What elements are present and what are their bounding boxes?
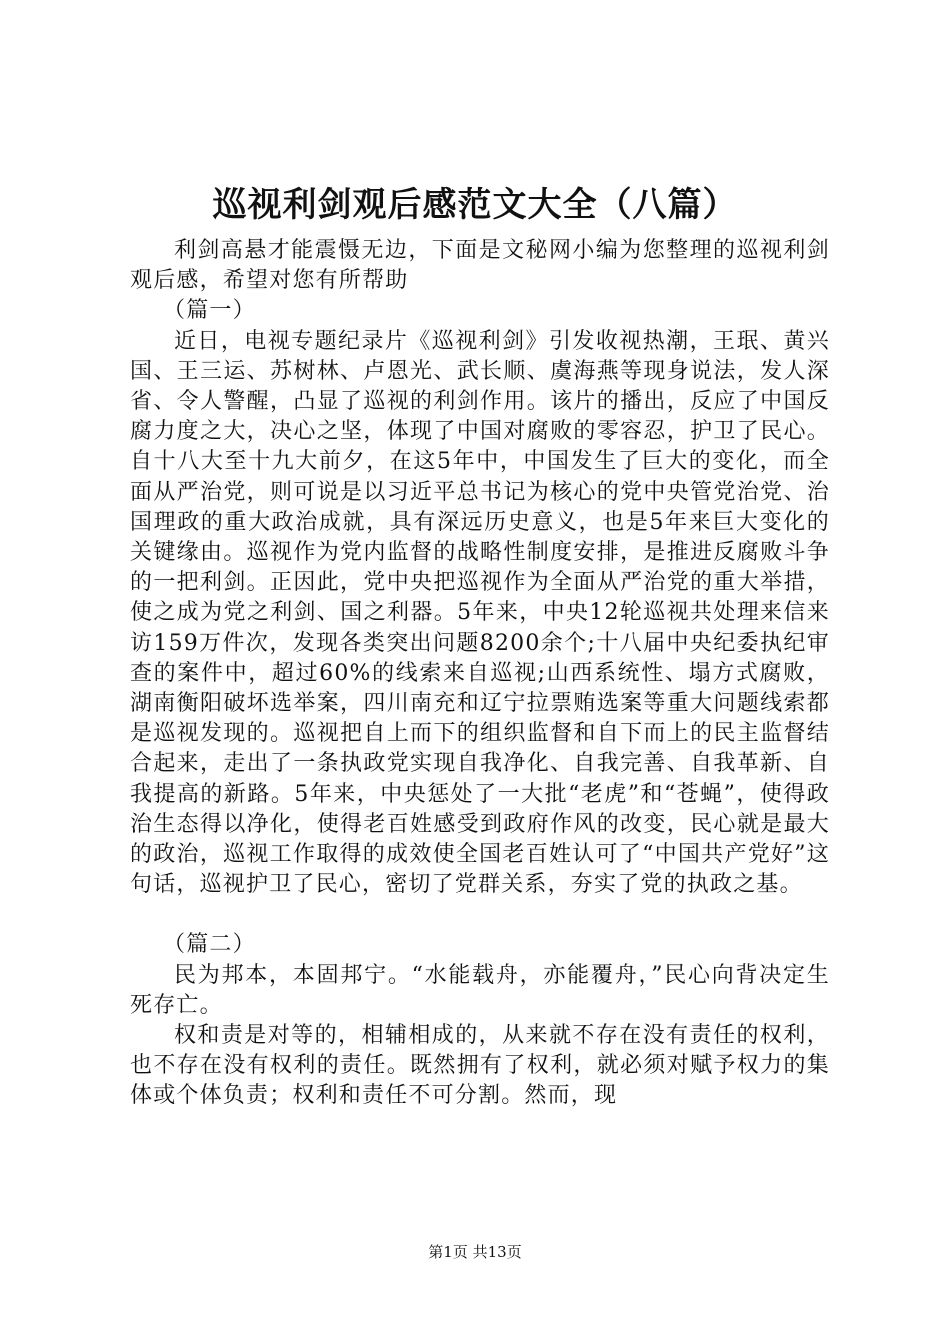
section-heading-1: （篇一）: [163, 298, 256, 324]
page-footer: 第1页 共13页: [428, 1243, 522, 1261]
section-1-paragraph-1: 近日，电视专题纪录片《巡视利剑》引发收视热潮，王珉、黄兴国、王三运、苏树林、卢恩光、武长顺、虞海燕等现身说法，发人深省、令人警醒，凸显了巡视的利剑作用。该片的播出，反应了中国反腐力度之大，决心之坚，体现了中国对腐败的零容忍，护卫了民心。自十八大至十九大前夕，在这5年中，中国发生了巨大的变化，而全面从严治党，则可说是以习近平总书记为核心的党中央管党治党、治国理政的重大政治成就，具有深远历史意义，也是5年来巨大变化的关键缘由。巡视作为党内监督的战略性制度安排，是推进反腐败斗争的一把利剑。正因此，党中央把巡视作为全面从严治党的重大举措，使之成为党之利剑、国之利器。5年来，中央12轮巡视共处理来信来访159万件次，发现各类突出问题8200余个;十八届中央纪委执纪审查的案件中，超过60%的线索来自巡视;山西系统性、塌方式腐败，湖南衡阳破坏选举案，四川南充和辽宁拉票贿选案等重大问题线索都是巡视发现的。巡视把自上而下的组织监督和自下而上的民主监督结合起来，走出了一条执政党实现自我净化、自我完善、自我革新、自我提高的新路。5年来，中央惩处了一大批“老虎”和“苍蝇”，使得政治生态得以净化，使得老百姓感受到政府作风的改变，民心就是最大的政治，巡视工作取得的成效使全国老百姓认可了“中国共产党好”这句话，巡视护卫了民心，密切了党群关系，夯实了党的执政之基。: [130, 328, 830, 898]
section-gap: [130, 900, 830, 930]
intro-paragraph: 利剑高悬才能震慑无边，下面是文秘网小编为您整理的巡视利剑观后感，希望对您有所帮助: [130, 238, 830, 294]
document-title: 巡视利剑观后感范文大全（八篇）: [212, 185, 738, 225]
section-2-paragraph-1: 民为邦本，本固邦宁。“水能载舟，亦能覆舟，”民心向背决定生死存亡。: [130, 962, 830, 1018]
section-2-paragraph-2: 权和责是对等的，相辅相成的，从来就不存在没有责任的权利，也不存在没有权利的责任。既然拥有了权利，就必须对赋予权力的集体或个体负责；权利和责任不可分割。然而，现: [130, 1023, 830, 1109]
document-body: [130, 236, 830, 1112]
section-heading-2: （篇二）: [163, 932, 256, 958]
